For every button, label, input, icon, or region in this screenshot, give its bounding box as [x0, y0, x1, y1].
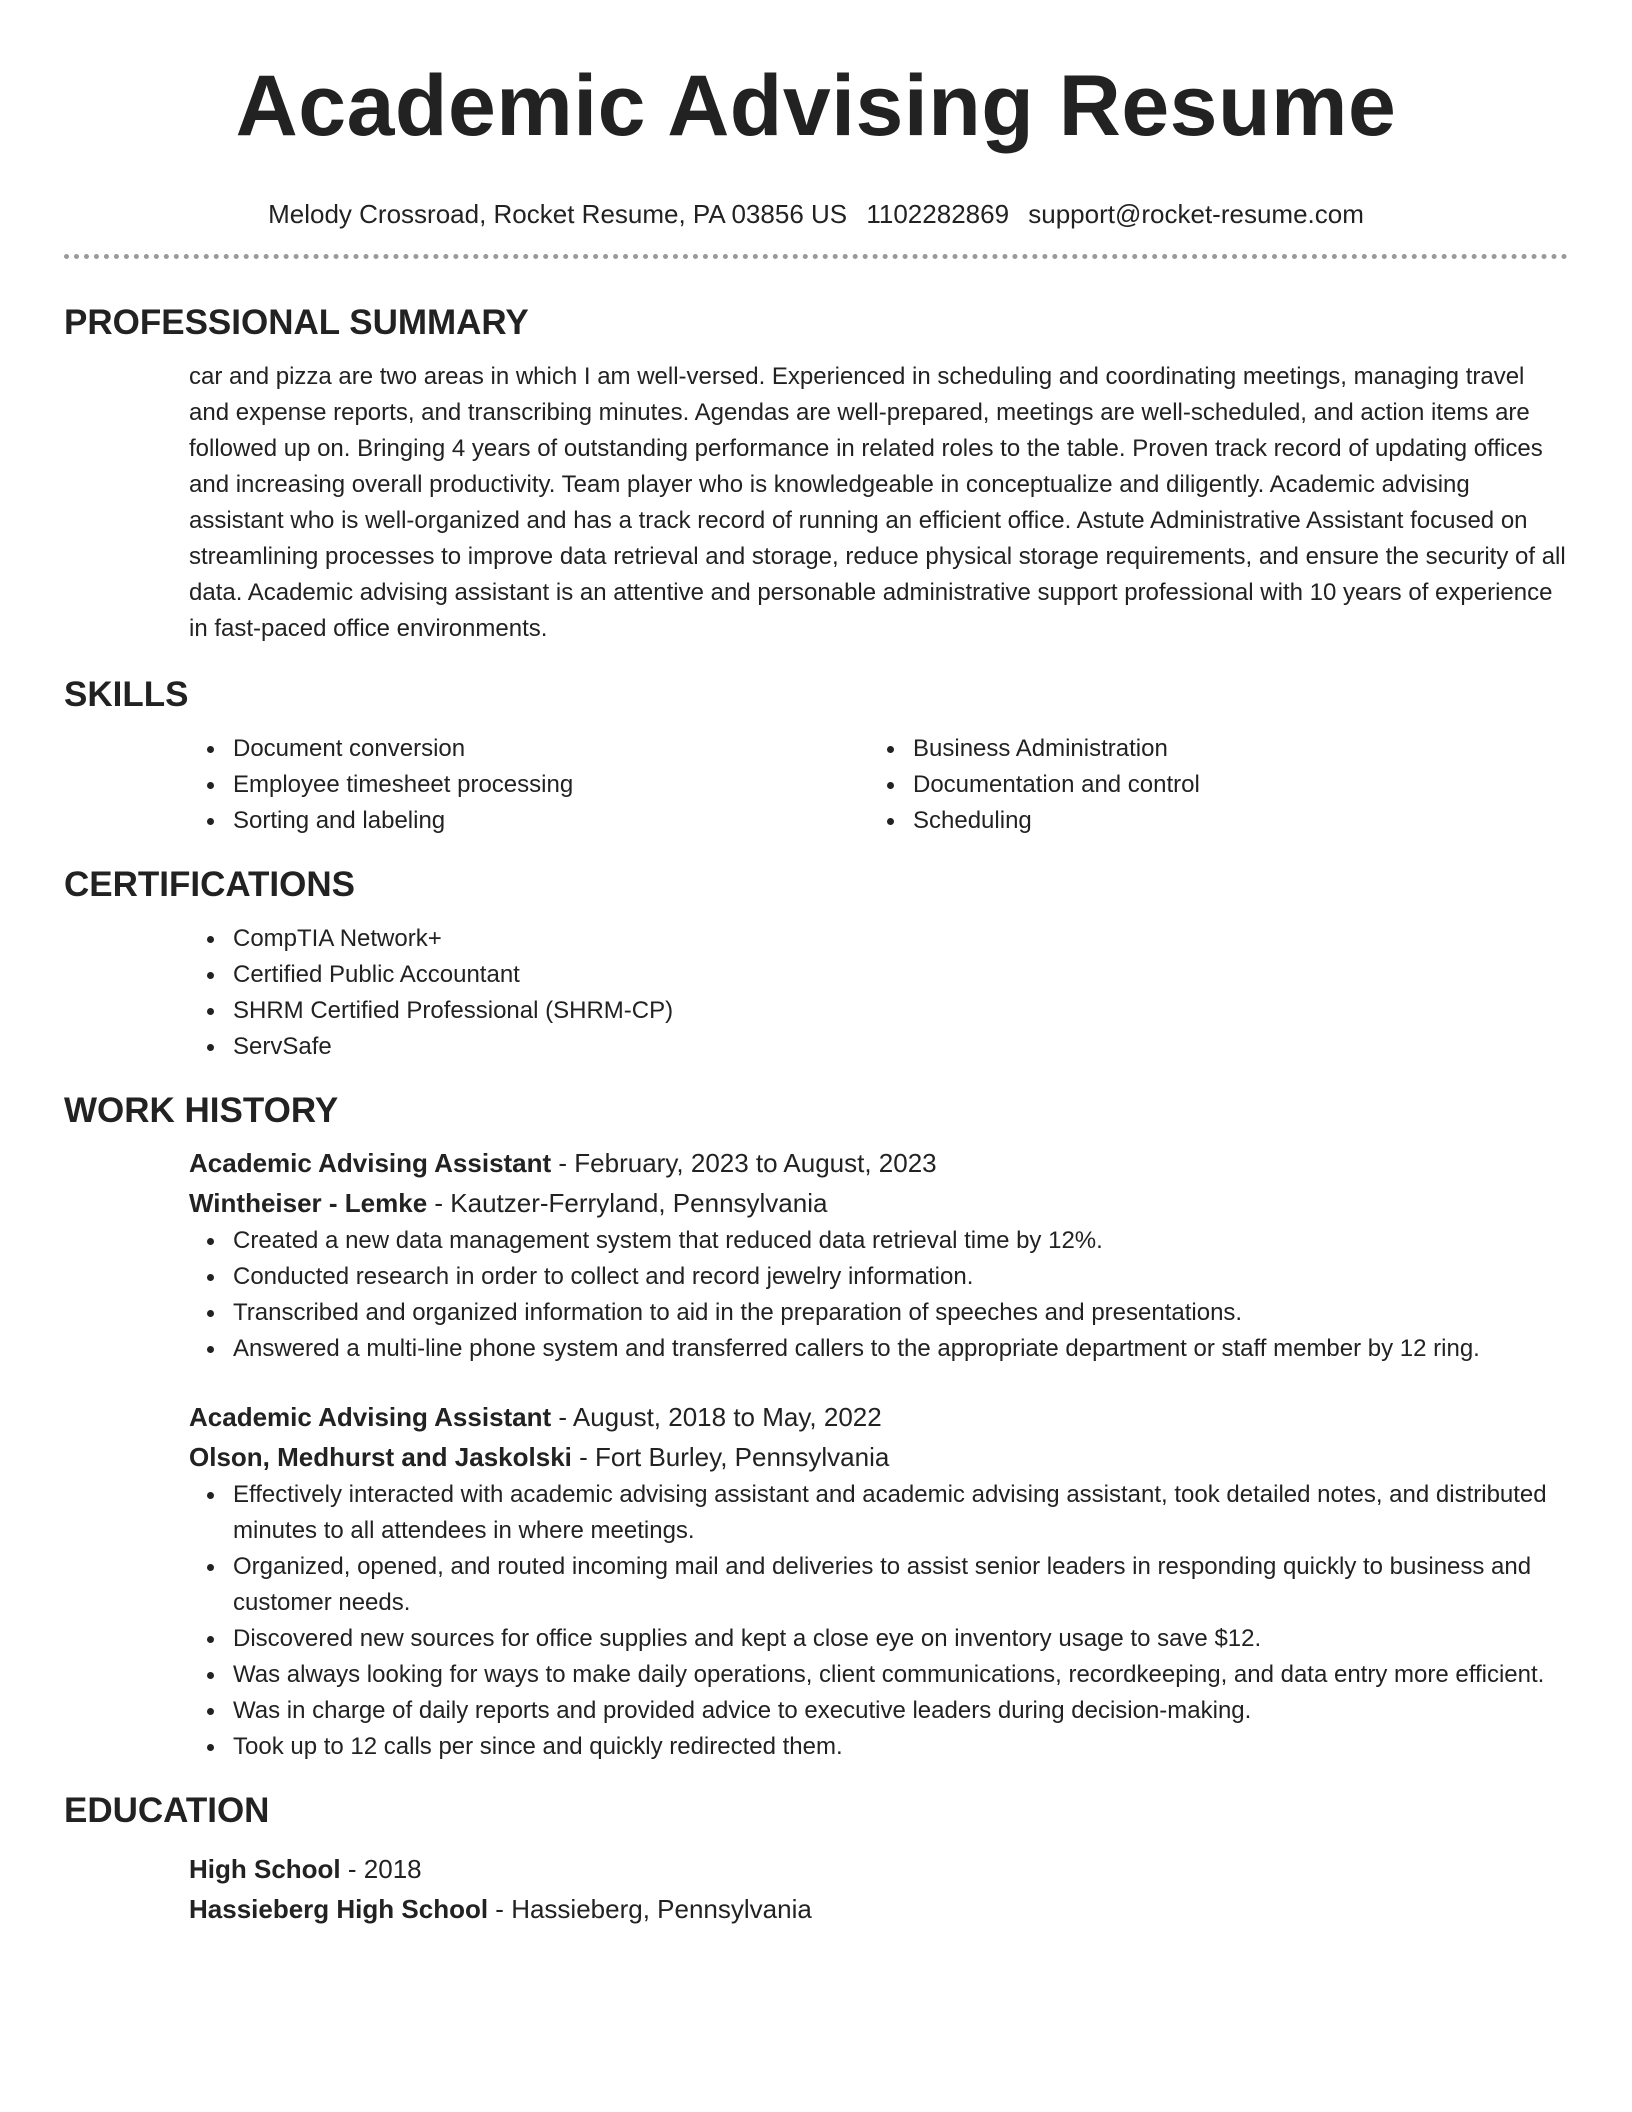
education-section: [189, 1849, 1568, 1929]
duty-item: Effectively interacted with academic advising assistant and academic advising assistant, took detailed notes, and distributed minutes to all attendees in where meetings.: [233, 1477, 1568, 1549]
contact-email: support@rocket-resume.com: [1028, 199, 1364, 229]
education-year: 2018: [363, 1854, 422, 1884]
skill-item: Employee timesheet processing: [233, 767, 869, 803]
certification-item: SHRM Certified Professional (SHRM-CP): [233, 993, 1568, 1029]
certifications-section: [189, 921, 1568, 1065]
job-entry: [189, 1397, 1568, 1765]
job-company: Olson, Medhurst and Jaskolski: [189, 1442, 572, 1472]
education-school-line: [189, 1889, 1568, 1929]
separator: -: [571, 1442, 595, 1472]
summary-heading: PROFESSIONAL SUMMARY: [64, 303, 529, 342]
skills-column-left: [189, 731, 869, 839]
job-entry: [189, 1143, 1568, 1367]
contact-line: [64, 198, 1568, 230]
summary-section: [189, 359, 1568, 647]
job-company-line: [189, 1183, 1568, 1223]
job-duties: [189, 1223, 1568, 1367]
certifications-heading: CERTIFICATIONS: [64, 865, 356, 904]
duty-item: Was always looking for ways to make daily operations, client communications, recordkeeping, and data entry more efficient.: [233, 1657, 1568, 1693]
skills-heading: SKILLS: [64, 675, 189, 714]
skill-item: Sorting and labeling: [233, 803, 869, 839]
skill-item: Document conversion: [233, 731, 869, 767]
contact-address: Melody Crossroad, Rocket Resume, PA 03856 US: [268, 199, 848, 229]
job-location: Kautzer-Ferryland, Pennsylvania: [450, 1188, 828, 1218]
duty-item: Conducted research in order to collect and record jewelry information.: [233, 1259, 1568, 1295]
duty-item: Created a new data management system that reduced data retrieval time by 12%.: [233, 1223, 1568, 1259]
work-history-section: [189, 1143, 1568, 1765]
certifications-list: [189, 921, 1568, 1065]
job-title: Academic Advising Assistant: [189, 1148, 552, 1178]
duty-item: Answered a multi-line phone system and transferred callers to the appropriate department or staff member by 12 ring.: [233, 1331, 1568, 1367]
job-title: Academic Advising Assistant: [189, 1402, 552, 1432]
job-company: Wintheiser - Lemke: [189, 1188, 428, 1218]
duty-item: Transcribed and organized information to aid in the preparation of speeches and presentations.: [233, 1295, 1568, 1331]
separator: -: [488, 1894, 512, 1924]
certification-item: ServSafe: [233, 1029, 1568, 1065]
duty-item: Organized, opened, and routed incoming mail and deliveries to assist senior leaders in responding quickly to business and customer needs.: [233, 1549, 1568, 1621]
job-title-line: [189, 1397, 1568, 1437]
summary-text: car and pizza are two areas in which I am well-versed. Experienced in scheduling and coordinating meetings, managing travel and expense reports, and transcribing minutes. Agendas are well-prepared, meetings are well-scheduled, and action items are followed up on. Bringing 4 years of outstanding performance in related roles to the table. Proven track record of updating offices and increasing overall productivity. Team player who is knowledgeable in conceptualize and diligently. Academic advising assistant who is well-organized and has a track record of running an efficient office. Astute Administrative Assistant focused on streamlining processes to improve data retrieval and storage, reduce physical storage requirements, and ensure the security of all data. Academic advising assistant is an attentive and personable administrative support professional with 10 years of experience in fast-paced office environments.: [189, 363, 1566, 642]
header-divider: [64, 254, 1568, 259]
contact-phone: 1102282869: [866, 199, 1010, 229]
skill-item: Documentation and control: [913, 767, 1549, 803]
separator: -: [427, 1188, 451, 1218]
certification-item: Certified Public Accountant: [233, 957, 1568, 993]
duty-item: Was in charge of daily reports and provided advice to executive leaders during decision-making.: [233, 1693, 1568, 1729]
education-degree: High School: [189, 1854, 341, 1884]
separator: -: [551, 1148, 575, 1178]
separator: -: [340, 1854, 364, 1884]
resume-title: Academic Advising Resume: [235, 58, 1397, 154]
job-company-line: [189, 1437, 1568, 1477]
skill-item: Business Administration: [913, 731, 1549, 767]
job-dates: February, 2023 to August, 2023: [574, 1148, 937, 1178]
job-title-line: [189, 1143, 1568, 1183]
work-history-heading: WORK HISTORY: [64, 1091, 339, 1130]
skills-column-right: [869, 731, 1549, 839]
education-heading: EDUCATION: [64, 1791, 270, 1830]
separator: -: [551, 1402, 573, 1432]
duty-item: Discovered new sources for office supplies and kept a close eye on inventory usage to save $12.: [233, 1621, 1568, 1657]
duty-item: Took up to 12 calls per since and quickly redirected them.: [233, 1729, 1568, 1765]
skill-item: Scheduling: [913, 803, 1549, 839]
skills-list: [189, 731, 1568, 839]
education-location: Hassieberg, Pennsylvania: [511, 1894, 812, 1924]
certification-item: CompTIA Network+: [233, 921, 1568, 957]
education-degree-line: [189, 1849, 1568, 1889]
job-location: Fort Burley, Pennsylvania: [595, 1442, 890, 1472]
job-dates: August, 2018 to May, 2022: [572, 1402, 882, 1432]
job-duties: [189, 1477, 1568, 1765]
education-school: Hassieberg High School: [189, 1894, 489, 1924]
